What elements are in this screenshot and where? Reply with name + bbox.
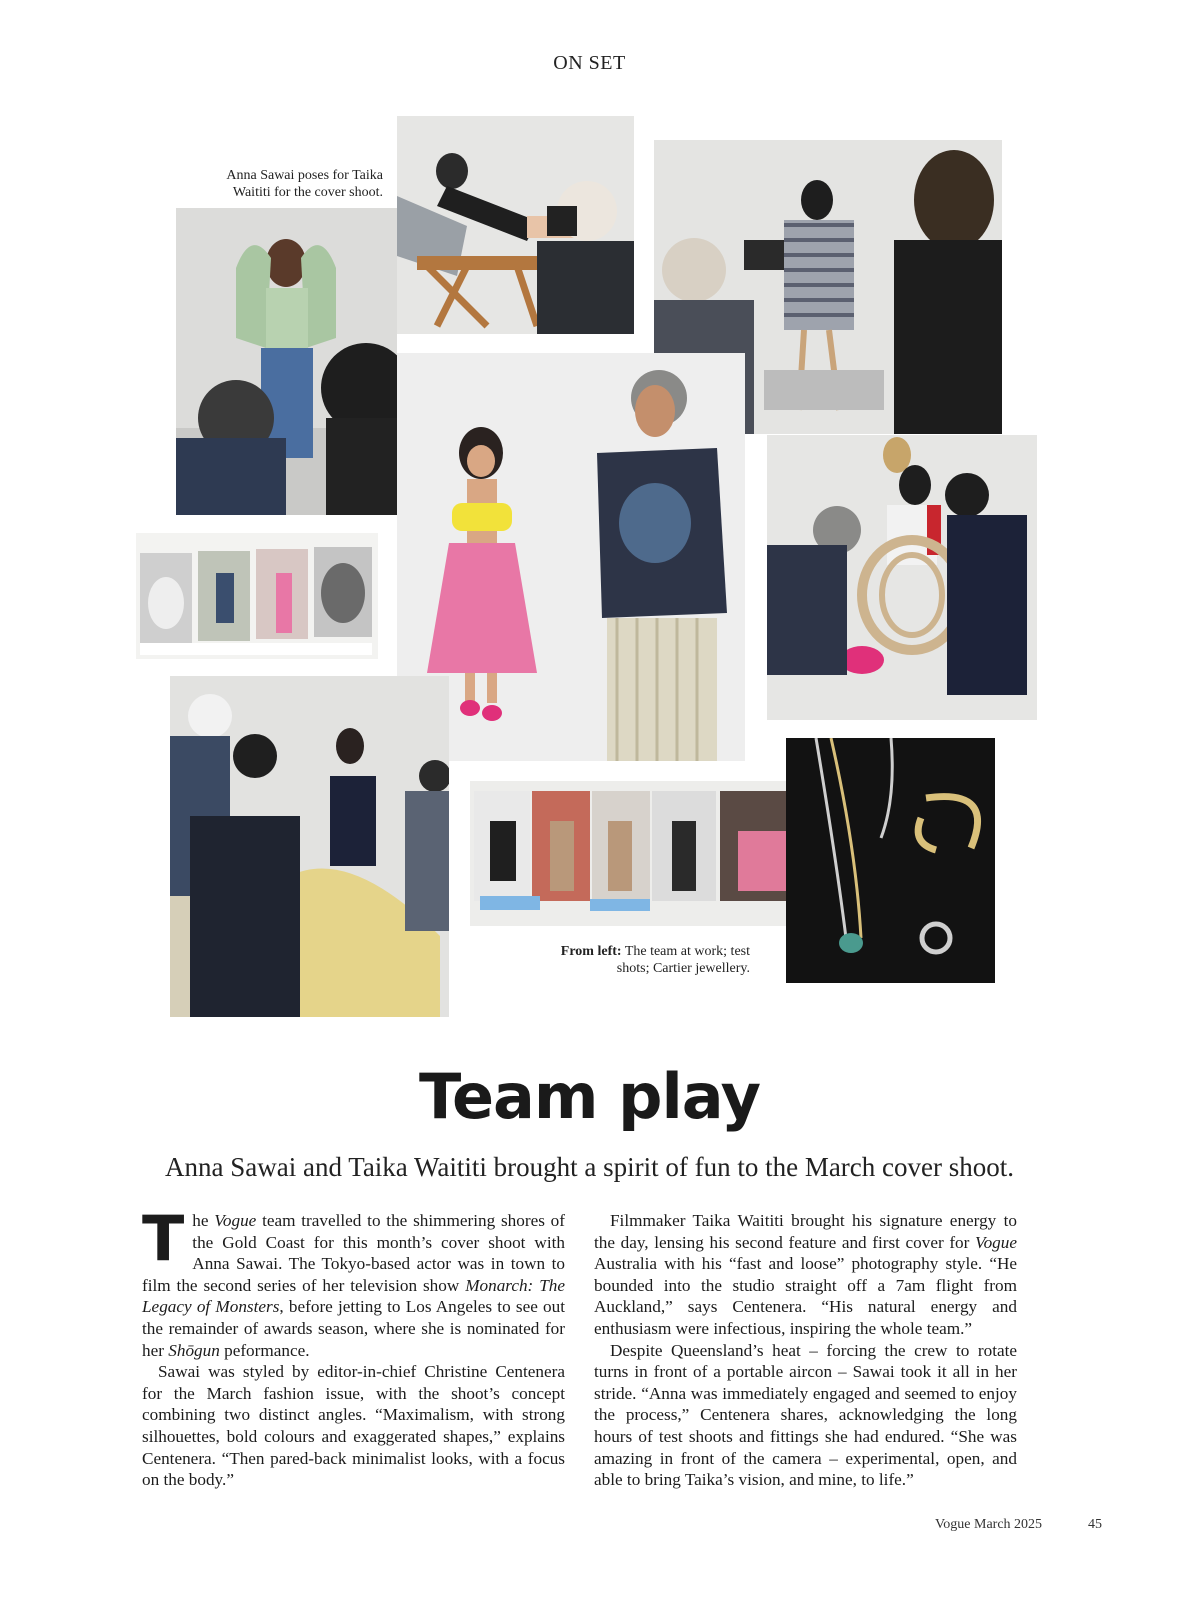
photo-sculpture-fitting <box>767 435 1037 720</box>
photo-lounge-chair <box>397 116 634 334</box>
caption-from-left <box>545 943 750 977</box>
text-italic: Vogue <box>214 1211 257 1230</box>
column-1-paragraph-1 <box>142 1202 565 1361</box>
text-run: peformance. <box>219 1340 310 1360</box>
article-column-2 <box>594 1210 1017 1491</box>
column-1-paragraph-2: Sawai was styled by editor-in-chief Christine Centenera for the March fashion issue, with the shoot’s concept combining two distinct angles. “Maximalism, with strong silhouettes, bold colours and exaggerated shapes,” explains Centenera. “Then pared-back minimalist looks, with a focus on the body.” <box>142 1362 565 1490</box>
text-italic: Shōgun <box>168 1340 220 1360</box>
text-run: , before jetting to Los Angeles to see out the remainder of awards season, where she is nominated for her <box>142 1297 565 1360</box>
section-label: ON SET <box>553 52 626 74</box>
caption-from-left-label: From left: <box>560 944 622 959</box>
text-run: Filmmaker Taika Waititi brought his signature energy to the day, lensing his second feature and first cover for <box>594 1211 1017 1252</box>
text-run: team travelled to the shimmering shores of the Gold Coast for this month’s cover shoot with Anna Sawai. The Tokyo-based actor was in town to film the second series of her television show <box>142 1211 565 1295</box>
drop-cap: T <box>142 1202 185 1275</box>
photo-cartier-jewellery <box>786 738 995 983</box>
text-italic: Monarch: The Legacy of Monsters <box>142 1275 565 1317</box>
caption-cover-shoot: Anna Sawai poses for Taika Waititi for the cover shoot. <box>226 168 383 200</box>
text-run: he <box>192 1211 215 1230</box>
headline: Team play <box>418 1060 761 1133</box>
dek: Anna Sawai and Taika Waititi brought a spirit of fun to the March cover shoot. <box>165 1152 1014 1182</box>
column-2-paragraph-1 <box>594 1210 1017 1340</box>
footer-page-number: 45 <box>1088 1517 1102 1532</box>
photo-polaroid-board <box>136 533 378 659</box>
text-run: Australia with his “fast and loose” photography style. “He bounded into the studio straight off a 7am flight from Auckland,” says Centenera. “His natural energy and enthusiasm were infectious, inspiring the whole team.” <box>594 1254 1017 1338</box>
article-column-1 <box>142 1202 565 1491</box>
caption-from-left-text: The team at work; test shots; Cartier jewellery. <box>616 944 750 976</box>
photo-team-at-work <box>170 676 449 1017</box>
photo-test-shots <box>470 781 807 926</box>
footer-publication: Vogue March 2025 <box>935 1517 1043 1532</box>
photo-anna-poses <box>176 208 397 515</box>
column-2-paragraph-2: Despite Queensland’s heat – forcing the crew to rotate turns in front of a portable aircon – Sawai took it all in her stride. “Anna was immediately engaged and seemed to enjoy the process,” Centenera shares, acknowledging the long hours of test shoots and fittings she had endured. “She was amazing in front of the camera – experimental, open, and able to bring Taika’s vision, and mine, to life.” <box>594 1340 1017 1490</box>
photo-anna-taika-laughing <box>397 353 745 761</box>
text-italic: Vogue <box>974 1232 1017 1252</box>
